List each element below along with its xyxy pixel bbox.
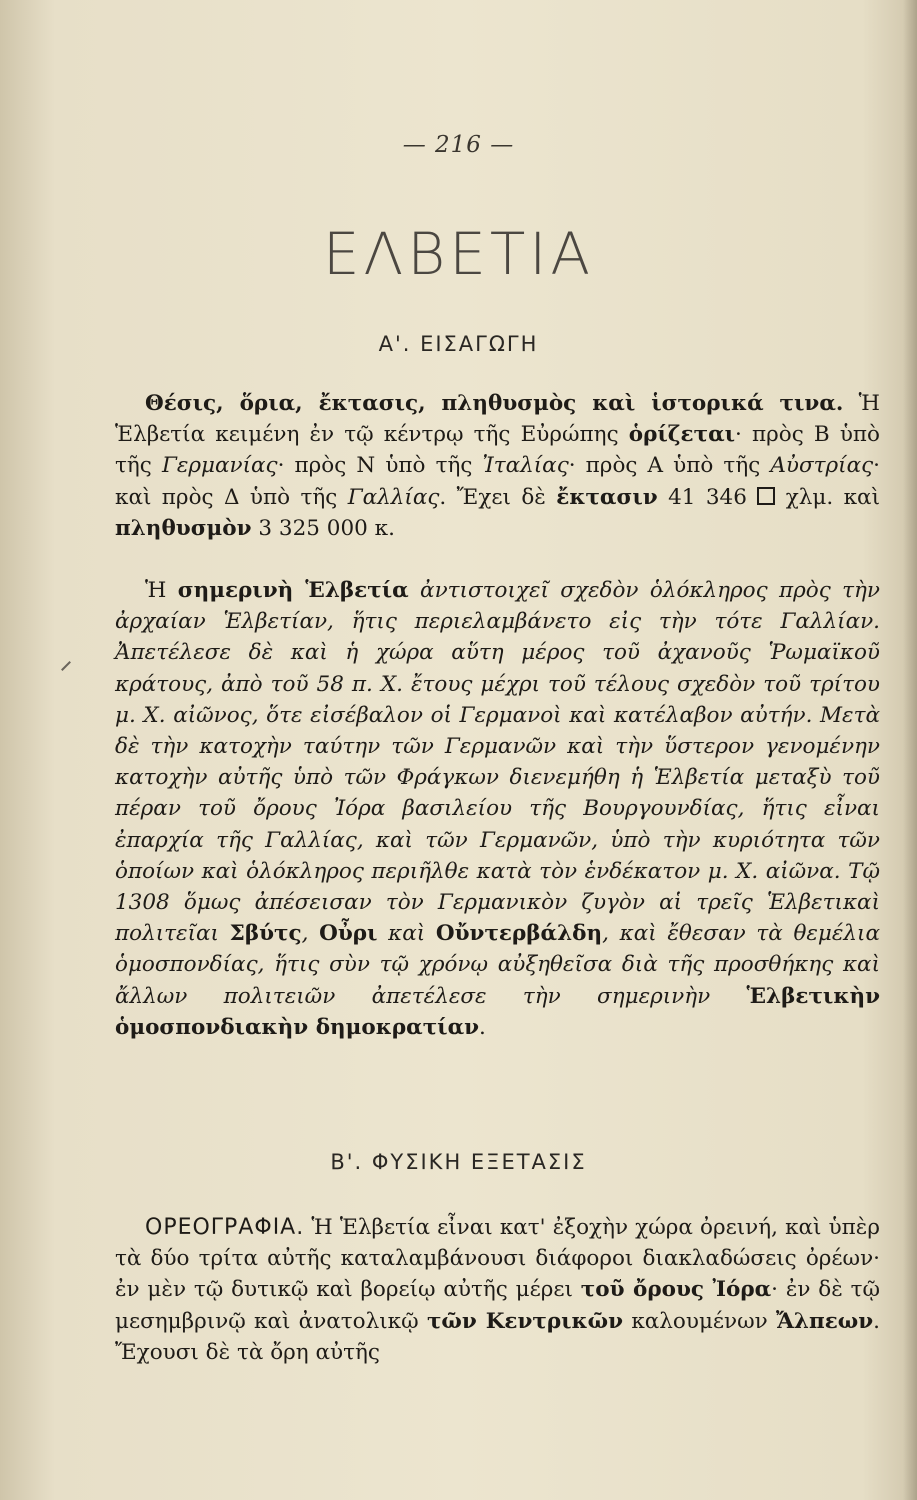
intro-lead-phrase: Θέσις, ὅρια, ἔκτασις, πληθυσμὸς καὶ ἱστορικά τινα. xyxy=(145,391,844,416)
square-symbol-icon xyxy=(757,487,775,505)
orography-heading: ΟΡΕΟΓΡΑΦΙΑ. xyxy=(145,1215,305,1240)
text-run: · καὶ πρὸς Δ ὑπὸ τῆς xyxy=(115,453,880,510)
chapter-title: ΕΛΒΕΤΙΑ xyxy=(322,220,595,288)
text-run-bold: σημερινὴ Ἑλβετία xyxy=(177,578,409,603)
intro-paragraph-1 xyxy=(115,388,880,544)
intro-paragraph-2 xyxy=(115,575,880,1043)
text-run-italic: Γερμανίας xyxy=(161,453,278,479)
text-run-bold: πληθυσμὸν xyxy=(115,515,252,541)
physical-paragraph-1-text xyxy=(115,1212,880,1368)
text-run-bold: ὁρίζεται xyxy=(628,422,736,448)
text-run: χλμ. καὶ xyxy=(775,484,880,510)
text-run-italic: , καὶ ἔθεσαν τὰ θεμέλια ὁμοσπονδίας, ἥτις σὺν τῷ χρόνῳ αὐξηθεῖσα διὰ τῆς προσθήκης καὶ ἄλλων πολιτειῶν ἀπετέλεσε τὴν σημερινὴν xyxy=(115,921,881,1009)
section-heading-physical: Β'. ΦΥΣΙΚΗ ΕΞΕΤΑΣΙΣ xyxy=(330,1150,587,1174)
text-run: · ἐν δὲ τῷ μεσημβρινῷ καὶ ἀνατολικῷ xyxy=(115,1277,881,1334)
text-run: . xyxy=(479,1014,486,1040)
text-run-italic: Γαλλίας xyxy=(347,484,440,510)
page-number: — 216 — xyxy=(402,132,515,158)
text-run-bold: Ἑλβετικὴν ὁμοσπονδιακὴν δημοκρατίαν xyxy=(115,983,880,1040)
text-run-bold: Σβύτς xyxy=(229,921,302,947)
intro-paragraph-2-text xyxy=(115,575,880,1043)
physical-paragraph-1 xyxy=(115,1212,880,1368)
text-run: · πρὸς Β ὑπὸ τῆς xyxy=(115,422,880,479)
text-run-bold: τῶν Κεντρικῶν xyxy=(426,1308,624,1334)
text-run-bold: Οὖρι xyxy=(319,921,378,947)
text-run: Ἡ xyxy=(145,578,178,603)
text-run: Ἡ Ἑλβετία κειμένη ἐν τῷ κέντρῳ τῆς Εὐρώπης xyxy=(115,391,880,448)
text-run-bold: Ἄλπεων xyxy=(776,1308,874,1334)
text-run: . Ἔχει δὲ xyxy=(439,484,557,510)
text-run-italic: Αὐστρίας xyxy=(770,453,874,479)
text-run: · πρὸς Ν ὑπὸ τῆς xyxy=(277,453,483,479)
text-run-bold: Οὔντερβάλδη xyxy=(435,921,603,947)
text-run-italic: , xyxy=(301,921,320,947)
text-run: Ἡ Ἑλβετία εἶναι κατ' ἐξοχὴν χώρα ὀρεινή, καὶ ὑπὲρ τὰ δύο τρίτα αὐτῆς καταλαμβάνουσι διάφοροι διακλαδώσεις ὀρέων· ἐν μὲν τῷ δυτικῷ καὶ βορείῳ αὐτῆς μέρει xyxy=(115,1215,880,1303)
section-heading-introduction: Α'. ΕΙΣΑΓΩΓΗ xyxy=(378,332,539,356)
text-run-italic: καὶ xyxy=(377,921,436,947)
population-value: 3 325 000 κ. xyxy=(251,515,395,541)
text-run-italic: ἀντιστοιχεῖ σχεδὸν ὁλόκληρος πρὸς τὴν ἀρχαίαν Ἑλβετίαν, ἥτις περιελαμβάνετο εἰς τὴν τότε Γαλλίαν. Ἀπετέλεσε δὲ καὶ ἡ χώρα αὕτη μέρος τοῦ ἀχανοῦς Ῥωμαϊκοῦ κράτους, ἀπὸ τοῦ 58 π. Χ. ἔτους μέχρι τοῦ τέλους σχεδὸν τοῦ τρίτου μ. Χ. αἰῶνος, ὅτε εἰσέβαλον οἱ Γερμανοὶ καὶ κατέλαβον αὐτήν. Μετὰ δὲ τὴν κατοχὴν ταύτην τῶν Γερμανῶν καὶ τὴν ὕστερον γενομένην κατοχὴν αὐτῆς ὑπὸ τῶν Φράγκων διενεμήθη ἡ Ἑλβετία μεταξὺ τοῦ πέραν τοῦ ὄρους Ἰόρα βασιλείου τῆς Βουργουνδίας, ἥτις εἶναι ἐπαρχία τῆς Γαλλίας, καὶ τῶν Γερμανῶν, ὑπὸ τὴν κυριότητα τῶν ὁποίων καὶ ὁλόκληρος περιῆλθε κατὰ τὸν ἑνδέκατον μ. Χ. αἰῶνα. Τῷ 1308 ὅμως ἀπέσεισαν τὸν Γερμανικὸν ζυγὸν αἱ τρεῖς Ἑλβετικαὶ πολιτεῖαι xyxy=(115,578,880,947)
text-run-bold: ἔκτασιν xyxy=(556,484,658,510)
margin-pencil-mark xyxy=(61,661,71,671)
intro-paragraph-1-text xyxy=(115,388,880,544)
area-value: 41 346 xyxy=(657,484,758,510)
text-run: · πρὸς Α ὑπὸ τῆς xyxy=(568,453,771,479)
text-run: . Ἔχουσι δὲ τὰ ὄρη αὐτῆς xyxy=(115,1308,881,1365)
text-run-bold: τοῦ ὄρους Ἰόρα xyxy=(580,1277,772,1303)
text-run-italic: Ἰταλίας xyxy=(482,453,569,479)
text-run: καλουμένων xyxy=(623,1308,777,1334)
